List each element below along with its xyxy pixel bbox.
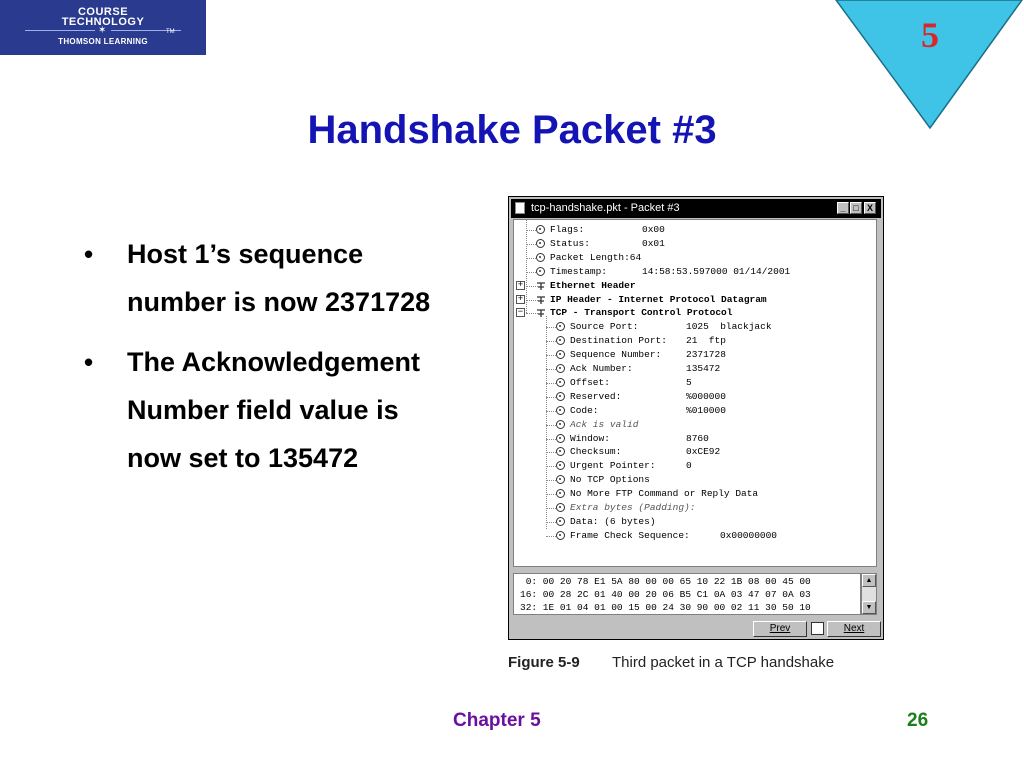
bullet-item [84, 230, 454, 326]
prev-button[interactable]: Prev [753, 621, 807, 637]
packet-field-row[interactable] [570, 501, 876, 515]
field-icon [556, 503, 565, 512]
field-label: No TCP Options [570, 474, 650, 486]
course-technology-logo [0, 0, 206, 55]
field-value: 0x01 [642, 237, 665, 249]
field-value: 135472 [686, 363, 721, 374]
field-value: 64 [629, 251, 642, 263]
scroll-up-icon[interactable]: ▲ [862, 574, 876, 587]
packet-field-row[interactable] [570, 432, 876, 446]
packet-field-row[interactable] [570, 445, 876, 459]
chapter-label: Chapter 5 [453, 710, 541, 731]
field-label: No More FTP Command or Reply Data [570, 488, 759, 500]
logo-star-icon: ✶ [98, 25, 107, 36]
hex-row: 0: 00 20 78 E1 5A 80 00 00 65 10 22 1B 08 00 45 00 [520, 576, 811, 587]
scroll-down-icon[interactable]: ▼ [862, 601, 876, 614]
packet-field-row[interactable] [570, 515, 876, 529]
field-label: Timestamp: [550, 265, 608, 277]
figure-caption [508, 654, 835, 671]
field-icon [536, 239, 545, 248]
figure-number: Figure 5-9 [508, 654, 580, 671]
field-value: 0x00000000 [720, 529, 778, 541]
bullet-text: Host 1’s sequence number is now 2371728 [127, 239, 431, 317]
field-label: Extra bytes (Padding): [570, 502, 696, 513]
field-value: 0 [686, 460, 692, 472]
field-label: TCP - Transport Control Protocol [550, 307, 733, 319]
field-value: %000000 [686, 390, 726, 402]
bullet-dot-icon: • [84, 239, 94, 269]
field-icon [556, 350, 565, 359]
field-icon [556, 531, 565, 540]
hex-scrollbar[interactable] [861, 573, 877, 615]
logo-trademark: TM [166, 29, 175, 35]
field-label: Window: [570, 432, 610, 444]
field-label: Status: [550, 237, 590, 249]
packet-tree[interactable] [513, 219, 877, 567]
field-icon [556, 378, 565, 387]
slide-title: Handshake Packet #3 [307, 108, 717, 152]
protocol-branch-icon [536, 295, 546, 305]
packet-field-row[interactable] [570, 334, 876, 348]
field-value: 1025 blackjack [686, 321, 772, 333]
protocol-branch-icon [536, 308, 546, 318]
chapter-number-badge: 5 [921, 15, 939, 55]
field-label: Destination Port: [570, 335, 667, 347]
expand-icon[interactable]: + [517, 293, 524, 304]
packet-field-row[interactable] [570, 529, 876, 543]
field-icon [556, 475, 565, 484]
next-button[interactable]: Next [827, 621, 881, 637]
field-label: Ack Number: [570, 363, 633, 374]
field-label: Reserved: [570, 390, 622, 402]
field-label: Ack is valid [570, 418, 639, 430]
packet-field-row[interactable] [570, 487, 876, 501]
field-label: Source Port: [570, 321, 639, 333]
field-label: Code: [570, 404, 599, 416]
field-icon [556, 420, 565, 429]
field-label: IP Header - Internet Protocol Datagram [550, 293, 767, 305]
field-label: Sequence Number: [570, 349, 662, 361]
bullet-dot-icon: • [84, 347, 94, 377]
packet-field-row[interactable] [570, 348, 876, 362]
bullet-item [84, 338, 454, 482]
field-value: 5 [686, 376, 692, 388]
field-label: Flags: [550, 224, 585, 235]
field-icon [536, 225, 545, 234]
document-icon [515, 202, 525, 214]
hex-dump[interactable] [513, 573, 861, 615]
packet-field-row[interactable] [570, 459, 876, 473]
field-icon [556, 434, 565, 443]
logo-rule-left [25, 30, 95, 31]
hex-row: 16: 00 28 2C 01 40 00 20 06 B5 C1 0A 03 47 07 0A 03 [520, 589, 811, 600]
field-label: Ethernet Header [550, 279, 636, 291]
field-icon [556, 322, 565, 331]
logo-line-2: TECHNOLOGY [61, 16, 145, 28]
field-label: Urgent Pointer: [570, 460, 656, 472]
packet-field-row[interactable] [550, 237, 876, 251]
collapse-icon[interactable]: − [517, 307, 524, 318]
field-label: Offset: [570, 376, 610, 388]
packet-field-row[interactable] [550, 279, 876, 293]
packet-field-row[interactable] [570, 362, 876, 376]
minimize-button[interactable]: _ [837, 202, 849, 214]
hex-row: 32: 1E 01 04 01 00 15 00 24 30 90 00 02 11 30 50 10 [520, 602, 811, 613]
packet-field-row[interactable] [570, 376, 876, 390]
field-icon [536, 253, 545, 262]
logo-line-3: THOMSON LEARNING [58, 37, 148, 46]
field-icon [556, 406, 565, 415]
packet-field-row[interactable] [570, 320, 876, 334]
field-value: 0x00 [642, 224, 665, 235]
field-value: 14:58:53.597000 01/14/2001 [642, 265, 791, 277]
packet-field-row[interactable] [570, 418, 876, 432]
logo-line-1: COURSE [77, 6, 129, 18]
packet-field-row[interactable] [550, 223, 876, 237]
packet-window [508, 196, 884, 640]
packet-field-row[interactable] [550, 293, 876, 307]
field-value: 8760 [686, 432, 709, 444]
field-icon [556, 364, 565, 373]
close-button[interactable]: X [864, 202, 876, 214]
maximize-button[interactable]: □ [850, 202, 862, 214]
field-value: 21 ftp [686, 335, 726, 347]
packet-field-row[interactable] [550, 251, 876, 265]
field-icon [536, 267, 545, 276]
field-icon [556, 336, 565, 345]
window-title: tcp-handshake.pkt - Packet #3 [531, 202, 680, 214]
field-label: Data: (6 bytes) [570, 515, 656, 527]
field-label: Checksum: [570, 446, 622, 458]
field-icon [556, 392, 565, 401]
field-icon [556, 447, 565, 456]
bullet-list [84, 230, 454, 494]
field-label: Packet Length: [550, 251, 630, 263]
field-label: Frame Check Sequence: [570, 529, 690, 541]
field-value: 2371728 [686, 349, 726, 361]
field-value: 0xCE92 [686, 446, 721, 458]
field-icon [556, 461, 565, 470]
field-icon [556, 517, 565, 526]
packet-field-row[interactable] [550, 306, 876, 320]
packet-field-row[interactable] [550, 265, 876, 279]
figure-caption-text: Third packet in a TCP handshake [612, 654, 835, 671]
protocol-branch-icon [536, 281, 546, 291]
packet-field-row[interactable] [570, 390, 876, 404]
packet-field-row[interactable] [570, 473, 876, 487]
expand-icon[interactable]: + [517, 279, 524, 290]
field-icon [556, 489, 565, 498]
page-number: 26 [907, 710, 929, 731]
bullet-text: The Acknowledgement Number field value is now set to 135472 [127, 347, 421, 473]
packet-checkbox[interactable] [811, 622, 824, 635]
window-titlebar[interactable] [511, 199, 881, 218]
packet-field-row[interactable] [570, 404, 876, 418]
field-value: %010000 [686, 404, 726, 416]
tree-guide-line [546, 316, 547, 529]
